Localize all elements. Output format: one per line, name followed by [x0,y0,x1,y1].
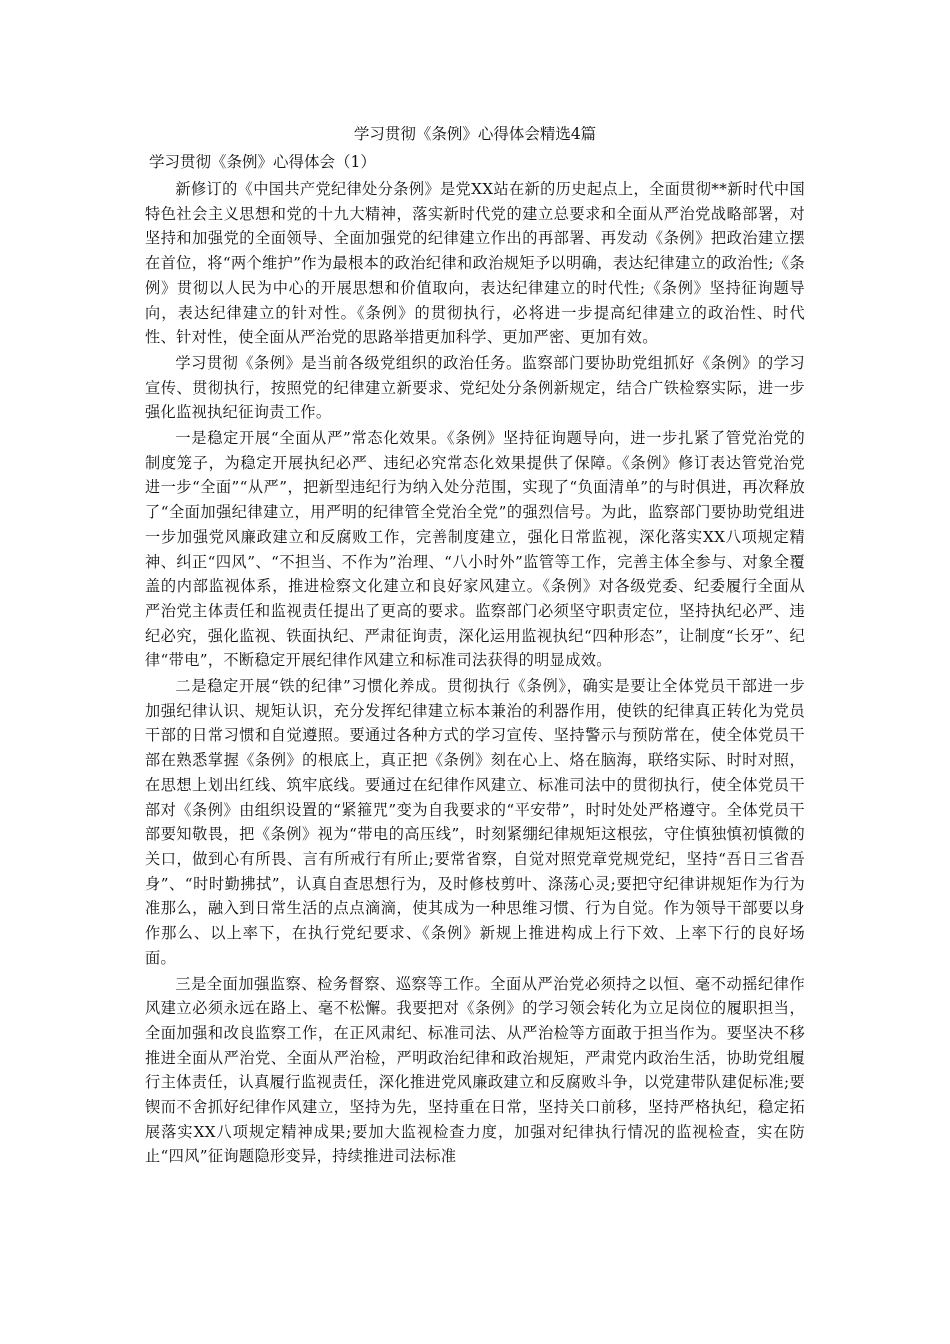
paragraph-task: 学习贯彻《条例》是当前各级党组织的政治任务。监察部门要协助党组抓好《条例》的学习宣传、贯彻执行，按照党的纪律建立新要求、党纪处分条例新规定，结合广铁检察实际，进一步强化监视执纪征询责工作。 [145,353,805,422]
paragraph-point-three: 三是全面加强监察、检务督察、巡察等工作。全面从严治党必须持之以恒、毫不动摇纪律作风建立必须永远在路上、毫不松懈。我要把对《条例》的学习领会转化为立足岗位的履职担当，全面加强和改良监察工作，在正风肃纪、标准司法、从严治检等方面敢于担当作为。要坚决不移推进全面从严治党、全面从严治检，严明政治纪律和政治规矩，严肃党内政治生活，协助党组履行主体责任，认真履行监视责任，深化推进党风廉政建立和反腐败斗争，以党建带队建促标准;要锲而不舍抓好纪律作风建立，坚持为先，坚持重在日常，坚持关口前移，坚持严格执纪，稳定拓展落实XX八项规定精神成果;要加大监视检查力度，加强对纪律执行情况的监视检查，实在防止“四风”征询题隐形变异，持续推进司法标准 [145,974,805,1166]
section-heading: 学习贯彻《条例》心得体会（1） [149,153,376,171]
paragraph-intro: 新修订的《中国共产党纪律处分条例》是党XX站在新的历史起点上，全面贯彻**新时代中国特色社会主义思想和党的十九大精神，落实新时代党的建立总要求和全面从严治党战略部署，对坚持和加强党的全面领导、全面加强党的纪律建立作出的再部署、再发动《条例》把政治建立摆在首位，将“两个维护”作为最根本的政治纪律和政治规矩予以明确，表达纪律建立的政治性;《条例》贯彻以人民为中心的开展思想和价值取向，表达纪律建立的时代性;《条例》坚持征询题导向，表达纪律建立的针对性。《条例》的贯彻执行，必将进一步提高纪律建立的政治性、时代性、针对性，使全面从严治党的思路举措更加科学、更加严密、更加有效。 [145,180,805,347]
paragraph-point-two: 二是稳定开展“铁的纪律”习惯化养成。贯彻执行《条例》，确实是要让全体党员干部进一步加强纪律认识、规矩认识，充分发挥纪律建立标本兼治的利器作用，使铁的纪律真正转化为党员干部的日常习惯和自觉遵照。要通过各种方式的学习宣传、坚持警示与预防常在，使全体党员干部在熟悉掌握《条例》的根底上，真正把《条例》刻在心上、烙在脑海，联络实际、时时对照，在思想上划出红线、筑牢底线。要通过在纪律作风建立、标准司法中的贯彻执行，使全体党员干部对《条例》由组织设置的“紧箍咒”变为自我要求的“平安带”，时时处处严格遵守。全体党员干部要知敬畏，把《条例》视为“带电的高压线”，时刻紧绷纪律规矩这根弦，守住慎独慎初慎微的关口，做到心有所畏、言有所戒行有所止;要常省察，自觉对照党章党规党纪，坚持“吾日三省吾身”、“时时勤拂拭”，认真自查思想行为，及时修枝剪叶、涤荡心灵;要把守纪律讲规矩作为行为准那么，融入到日常生活的点点滴滴，使其成为一种思维习惯、行为自觉。作为领导干部要以身作那么、以上率下，在执行党纪要求、《条例》新规上推进构成上行下效、上率下行的良好场面。 [145,677,805,967]
document-title: 学习贯彻《条例》心得体会精选4篇 [353,125,597,143]
paragraph-point-one: 一是稳定开展“全面从严”常态化效果。《条例》坚持征询题导向，进一步扎紧了管党治党的制度笼子，为稳定开展执纪必严、违纪必究常态化效果提供了保障。《条例》修订表达管党治党进一步“全面”“从严”，把新型违纪行为纳入处分范围，实现了“负面清单”的与时俱进，再次释放了“全面加强纪律建立，用严明的纪律管全党治全党”的强烈信号。为此，监察部门要协助党组进一步加强党风廉政建立和反腐败工作，完善制度建立，强化日常监视，深化落实XX八项规定精神、纠正“四风”、“不担当、不作为”治理、“八小时外”监管等工作，完善主体全参与、对象全覆盖的内部监视体系，推进检察文化建立和良好家风建立。《条例》对各级党委、纪委履行全面从严治党主体责任和监视责任提出了更高的要求。监察部门必须坚守职责定位，坚持执纪必严、违纪必究，强化监视、铁面执纪、严肃征询责，深化运用监视执纪“四种形态”，让制度“长牙”、纪律“带电”，不断稳定开展纪律作风建立和标准司法获得的明显成效。 [145,429,805,670]
document-page [145,122,805,1170]
